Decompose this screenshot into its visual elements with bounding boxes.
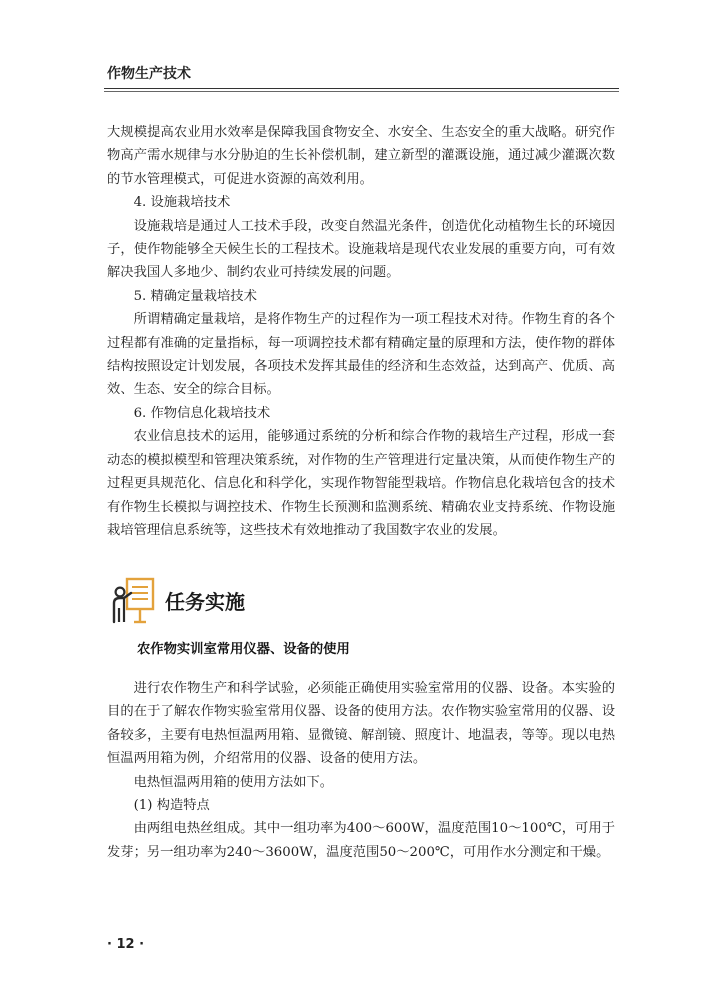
paragraph-usage-intro: 电热恒温两用箱的使用方法如下。 [133,774,334,790]
teacher-presentation-icon [111,576,157,624]
section-body-text [107,677,615,864]
paragraph-structure-features: 由两组电热丝组成。其中一组功率为400～600W，温度范围10～100℃，可用于发芽；另一组功率为240～3600W，温度范围50～200℃，可用作水分测定和干燥。 [107,821,615,860]
page-number: · 12 · [107,937,145,952]
paragraph-facility-cultivation: 设施栽培是通过人工技术手段，改变自然温光条件，创造优化动植物生长的环境因子，使作物能够全天候生长的工程技术。设施栽培是现代农业发展的重要方向，可有效解决我国人多地少、制约农业可持续发展的问题。 [107,218,615,281]
task-implementation-banner [111,576,311,624]
section-title: 农作物实训室常用仪器、设备的使用 [137,642,350,657]
subheading-facility-cultivation: 4. 设施栽培技术 [133,195,231,211]
body-text [107,121,615,542]
subheading-precision-cultivation: 5. 精确定量栽培技术 [133,288,257,304]
paragraph-water-efficiency: 大规模提高农业用水效率是保障我国食物安全、水安全、生态安全的重大战略。研究作物高产需水规律与水分胁迫的生长补偿机制，建立新型的灌溉设施，通过减少灌溉次数的节水管理模式，可促进水资源的高效利用。 [107,125,615,187]
paragraph-precision-cultivation: 所谓精确定量栽培，是将作物生产的过程作为一项工程技术对待。作物生育的各个过程都有准确的定量指标，每一项调控技术都有精确定量的原理和方法，使作物的群体结构按照设定计划发展，各项技术发挥其最佳的经济和生态效益，达到高产、优质、高效、生态、安全的综合目标。 [107,312,615,398]
subheading-structure-features: (1) 构造特点 [133,798,210,814]
paragraph-experiment-purpose: 进行农作物生产和科学试验，必须能正确使用实验室常用的仪器、设备。本实验的目的在于了解农作物实验室常用仪器、设备的使用方法。农作物实验室常用的仪器、设备较多，主要有电热恒温两用箱、显微镜、解剖镜、照度计、地温表，等等。现以电热恒温两用箱为例，介绍常用的仪器、设备的使用方法。 [107,681,615,767]
subheading-information-cultivation: 6. 作物信息化栽培技术 [133,405,271,421]
paragraph-information-cultivation: 农业信息技术的运用，能够通过系统的分析和综合作物的栽培生产过程，形成一套动态的模拟模型和管理决策系统，对作物的生产管理进行定量决策，从而使作物生产的过程更具规范化、信息化和科学化，实现作物智能型栽培。作物信息化栽培包含的技术有作物生长模拟与调控技术、作物生长预测和监测系统、精确农业支持系统、作物设施栽培管理信息系统等，这些技术有效地推动了我国数字农业的发展。 [107,429,615,538]
header-rule-thin [104,91,619,92]
task-title: 任务实施 [165,590,245,614]
running-header-title: 作物生产技术 [107,66,191,82]
header-rule [104,88,619,89]
